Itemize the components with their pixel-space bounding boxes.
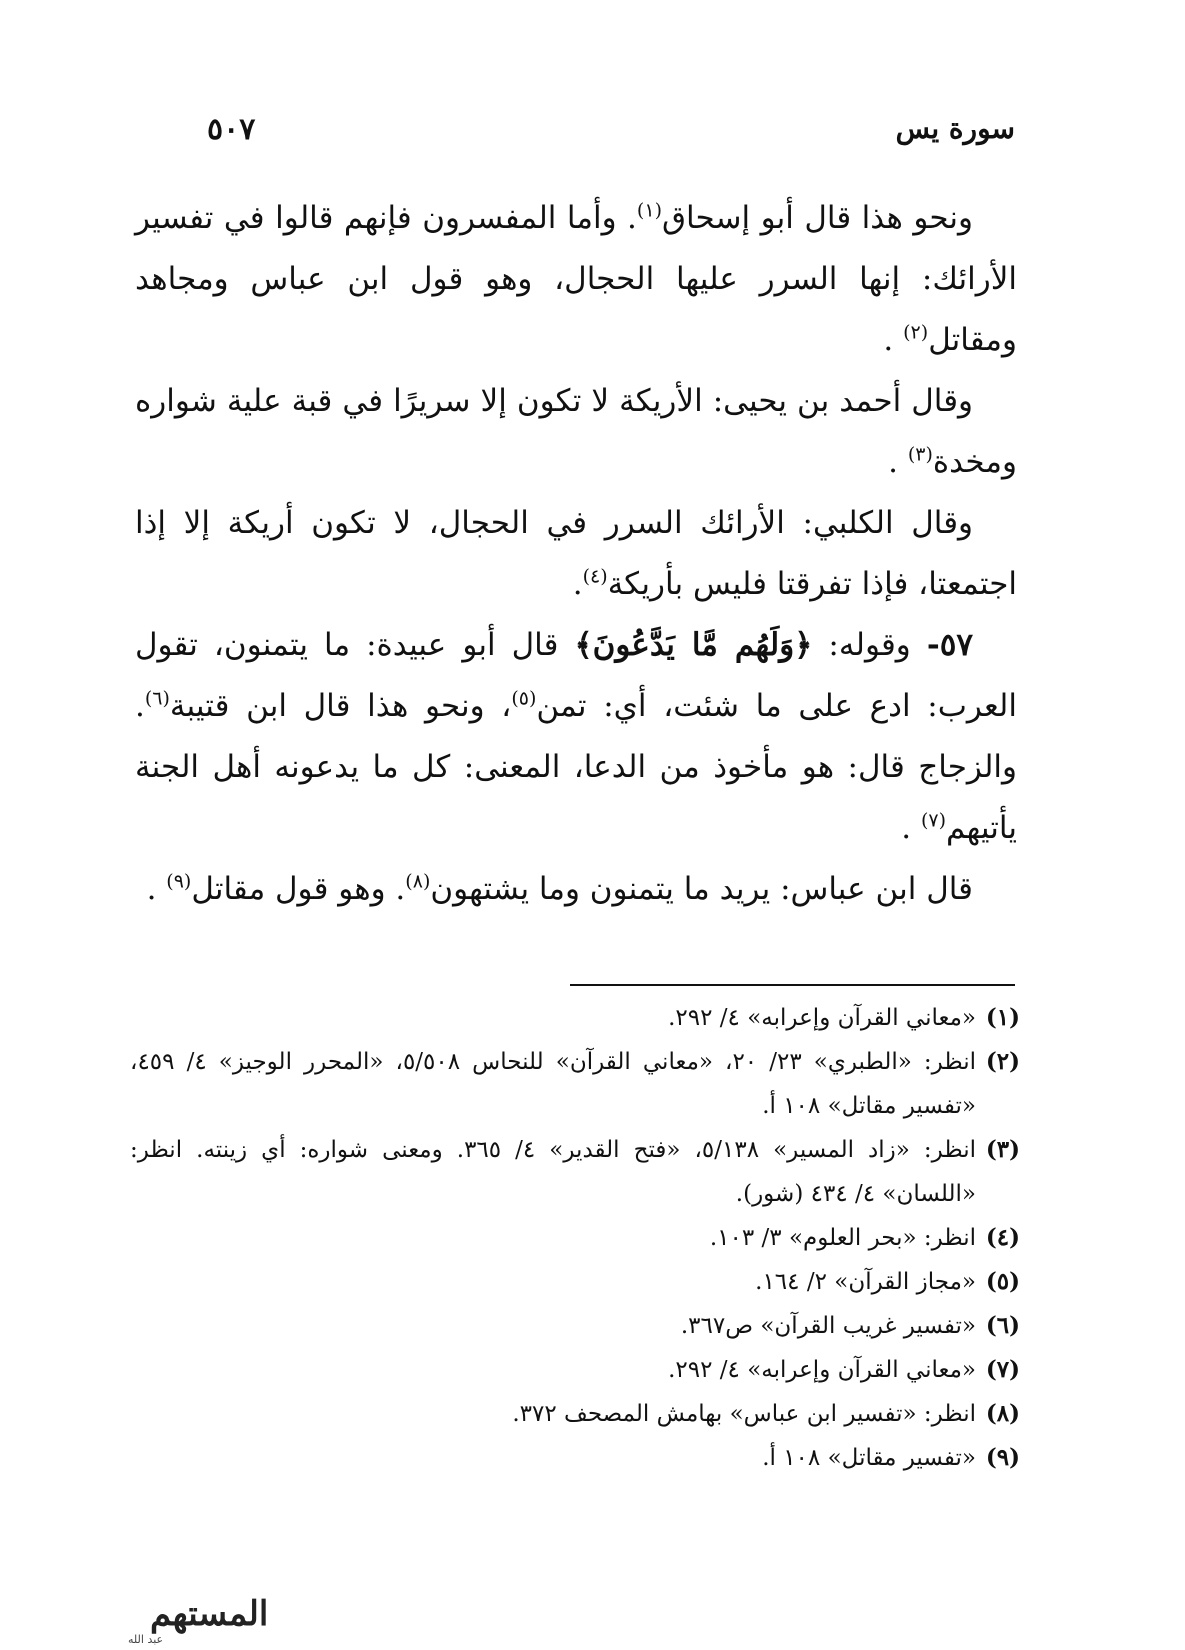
svg-text:المستهم: المستهم <box>150 1594 269 1634</box>
footnote-number: (٢) <box>985 1048 1020 1075</box>
footnote-text: «تفسير غريب القرآن» ص٣٦٧. <box>680 1313 976 1339</box>
paragraph-text: وقوله: <box>812 627 927 663</box>
footnote-ref: (٢) <box>903 321 929 344</box>
footnote-item <box>130 1128 1020 1216</box>
paragraph-text: ونحو هذا قال أبو إسحاق <box>661 200 974 236</box>
footnote-item <box>130 1304 1020 1348</box>
footnote-item <box>130 1260 1020 1304</box>
paragraph-3 <box>135 493 1017 615</box>
main-text <box>135 188 1017 920</box>
calligraphy-stamp <box>8 1585 269 1647</box>
footnote-divider <box>570 984 1015 986</box>
footnote-ref: (٥) <box>511 687 537 710</box>
footnote-ref: (٦) <box>144 687 170 710</box>
svg-text:عبد الله: عبد الله <box>128 1633 164 1646</box>
paragraph-2 <box>135 371 1017 493</box>
footnote-item <box>130 1348 1020 1392</box>
footnote-text: انظر: «الطبري» ٢٣/ ٢٠، «معاني القرآن» للنحاس ٥/٥٠٨، «المحرر الوجيز» ٤/ ٤٥٩، «تفسير مقاتل» ١٠٨ أ. <box>130 1049 977 1119</box>
footnote-ref: (٩) <box>166 870 192 893</box>
footnote-number: (٧) <box>985 1356 1020 1383</box>
footnote-ref: (٤) <box>582 565 608 588</box>
paragraph-text: . وأما المفسرون فإنهم قالوا في تفسير الأرائك: إنها السرر عليها الحجال، وهو قول ابن عباس ومجاهد ومقاتل <box>135 200 1017 358</box>
footnote-item <box>130 1392 1020 1436</box>
footnote-number: (٨) <box>985 1400 1020 1427</box>
footnote-ref: (١) <box>636 199 662 222</box>
footnote-text: «معاني القرآن وإعرابه» ٤/ ٢٩٢. <box>668 1005 976 1031</box>
running-header <box>195 112 1015 160</box>
paragraph-text: . <box>572 566 583 602</box>
footnote-ref: (٣) <box>907 443 933 466</box>
paragraph-text: . <box>888 444 908 480</box>
footnote-text: انظر: «بحر العلوم» ٣/ ١٠٣. <box>709 1225 976 1251</box>
paragraph-5 <box>135 859 1017 920</box>
paragraph-text: . والزجاج قال: هو مأخوذ من الدعا، المعنى: كل ما يدعونه أهل الجنة يأتيهم <box>135 688 1017 846</box>
footnotes <box>130 996 1020 1480</box>
footnote-item <box>130 1040 1020 1128</box>
footnote-ref: (٧) <box>920 809 947 832</box>
paragraph-text: وقال أحمد بن يحيى: الأريكة لا تكون إلا سريرًا في قبة علية شواره ومخدة <box>135 383 1017 480</box>
footnote-text: انظر: «زاد المسير» ٥/١٣٨، «فتح القدير» ٤/ ٣٦٥. ومعنى شواره: أي زينته. انظر: «اللسان» ٤/ ٤٣٤ (شور). <box>130 1137 976 1207</box>
footnote-number: (٤) <box>985 1224 1020 1251</box>
footnote-number: (٦) <box>985 1312 1020 1339</box>
paragraph-4 <box>135 615 1017 859</box>
footnote-text: «تفسير مقاتل» ١٠٨ أ. <box>762 1445 976 1471</box>
footnote-number: (١) <box>985 1004 1020 1031</box>
paragraph-text: . <box>901 810 921 846</box>
page-number: ٥٠٧ <box>207 112 256 147</box>
footnote-text: «مجاز القرآن» ٢/ ١٦٤. <box>755 1269 976 1295</box>
footnote-ref: (٨) <box>405 870 431 893</box>
paragraph-text: قال ابن عباس: يريد ما يتمنون وما يشتهون <box>430 871 973 907</box>
surah-name: سورة يس <box>895 112 1015 145</box>
verse-number: ٥٧- <box>926 627 973 663</box>
footnote-item <box>130 1436 1020 1480</box>
quran-quote: ﴿وَلَهُم مَّا يَدَّعُونَ﴾ <box>574 627 813 663</box>
footnote-item <box>130 996 1020 1040</box>
paragraph-text: ، ونحو هذا قال ابن قتيبة <box>169 688 512 724</box>
paragraph-1 <box>135 188 1017 371</box>
footnote-item <box>130 1216 1020 1260</box>
paragraph-text: قال أبو عبيدة: ما يتمنون، تقول العرب: ادع على ما شئت، أي: تمن <box>135 627 1017 724</box>
footnote-number: (٣) <box>985 1136 1020 1163</box>
footnote-number: (٥) <box>985 1268 1020 1295</box>
paragraph-text: . <box>146 871 167 907</box>
paragraph-text: . <box>883 322 904 358</box>
footnote-number: (٩) <box>985 1444 1020 1471</box>
paragraph-text: . وهو قول مقاتل <box>191 871 406 907</box>
footnote-text: «معاني القرآن وإعرابه» ٤/ ٢٩٢. <box>668 1357 976 1383</box>
footnote-text: انظر: «تفسير ابن عباس» بهامش المصحف ٣٧٢. <box>512 1401 976 1427</box>
paragraph-text: وقال الكلبي: الأرائك السرر في الحجال، لا تكون أريكة إلا إذا اجتمعتا، فإذا تفرقتا فليس بأريكة <box>135 505 1017 602</box>
